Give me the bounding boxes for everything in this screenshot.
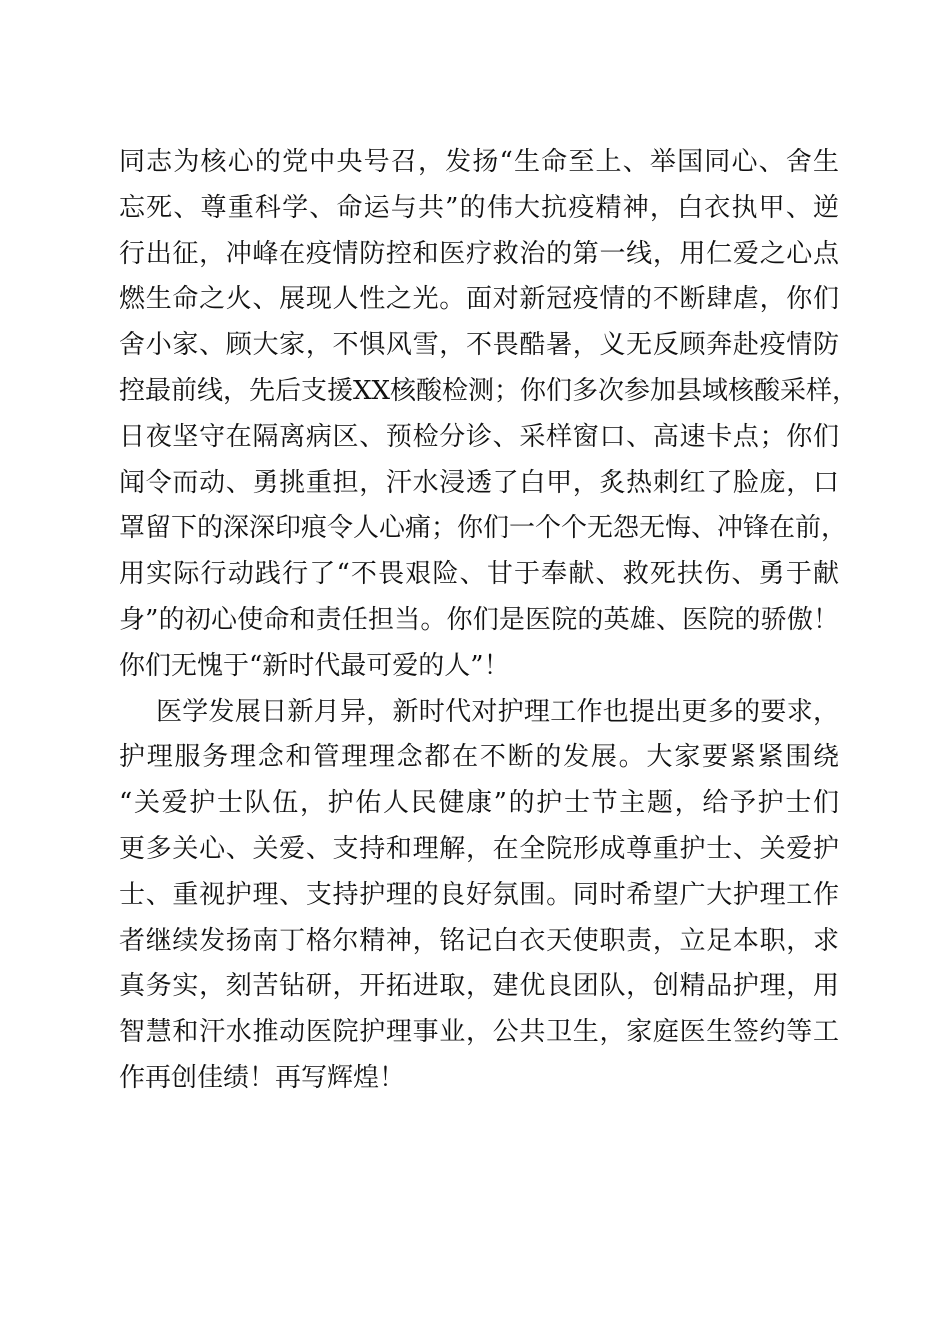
paragraph-line: 行出征，冲峰在疫情防控和医疗救治的第一线，用仁爱之心点 <box>119 238 839 269</box>
paragraph-line: 同志为核心的党中央号召，发扬“生命至上、举国同心、舍生 <box>119 147 839 177</box>
paragraph-line: 身”的初心使命和责任担当。你们是医院的英雄、医院的骄傲！ <box>119 604 839 635</box>
paragraph-line: “关爱护士队伍，护佑人民健康”的护士节主题，给予护士们 <box>119 788 839 819</box>
paragraph-line: 医学发展日新月异，新时代对护理工作也提出更多的要求， <box>156 696 839 727</box>
paragraph-line: 忘死、尊重科学、命运与共”的伟大抗疫精神，白衣执甲、逆 <box>119 192 839 223</box>
paragraph-line: 用实际行动践行了“不畏艰险、甘于奉献、救死扶伤、勇于献 <box>119 559 839 590</box>
paragraph-2 <box>119 690 839 1102</box>
body-text <box>119 140 859 1102</box>
paragraph-line: 者继续发扬南丁格尔精神，铭记白衣天使职责，立足本职，求 <box>119 925 839 956</box>
paragraph-line: 作再创佳绩！再写辉煌！ <box>119 1062 406 1093</box>
paragraph-line: 舍小家、顾大家，不惧风雪，不畏酷暑，义无反顾奔赴疫情防 <box>119 330 839 361</box>
paragraph-line: 真务实，刻苦钻研，开拓进取，建优良团队，创精品护理，用 <box>119 971 839 1002</box>
paragraph-line: 燃生命之火、展现人性之光。面对新冠疫情的不断肆虐，你们 <box>119 284 839 315</box>
paragraph-line: 护理服务理念和管理理念都在不断的发展。大家要紧紧围绕 <box>119 742 839 773</box>
paragraph-line: 更多关心、关爱、支持和理解，在全院形成尊重护士、关爱护 <box>119 833 839 864</box>
paragraph-line: 控最前线，先后支援XX核酸检测；你们多次参加县域核酸采样， <box>119 375 859 406</box>
paragraph-line: 智慧和汗水推动医院护理事业，公共卫生，家庭医生签约等工 <box>119 1017 839 1048</box>
paragraph-line: 士、重视护理、支持护理的良好氛围。同时希望广大护理工作 <box>119 879 839 910</box>
paragraph-line: 你们无愧于“新时代最可爱的人”！ <box>119 650 510 681</box>
paragraph-line: 罩留下的深深印痕令人心痛；你们一个个无怨无悔、冲锋在前， <box>119 513 848 544</box>
paragraph-line: 闻令而动、勇挑重担，汗水浸透了白甲，炙热刺红了脸庞，口 <box>119 467 839 498</box>
paragraph-line: 日夜坚守在隔离病区、预检分诊、采样窗口、高速卡点；你们 <box>119 421 839 452</box>
paragraph-1 <box>119 140 859 690</box>
